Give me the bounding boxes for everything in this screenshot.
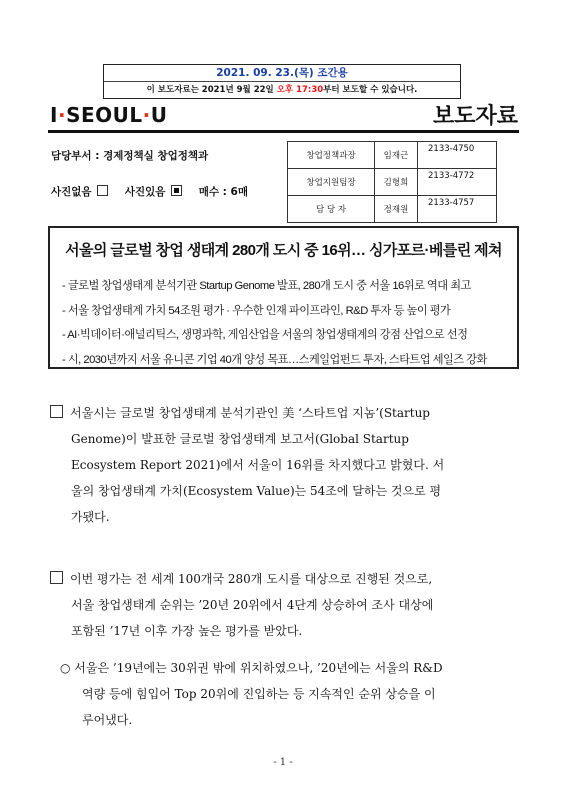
embargo-box <box>103 64 461 99</box>
embargo-notice-time: 오후 17:30 <box>276 85 324 95</box>
square-bullet-icon <box>50 571 63 584</box>
subheadline-list <box>62 274 487 372</box>
paragraph-line: Ecosystem Report 2021)에서 서울이 16위를 차지했다고 밝혔다. 서 <box>71 458 445 472</box>
header-divider <box>48 130 519 133</box>
embargo-date: 2021. 09. 23.(목) 조간용 <box>104 65 460 82</box>
subheadline: - 서울 창업생태계 가치 54조원 평가 · 우수한 인재 파이프라인, R&D 투자 등 높이 평가 <box>62 304 451 317</box>
body-paragraph-2 <box>50 566 520 644</box>
logo-part-seoul: SEOUL <box>66 103 143 127</box>
press-release-title: 보도자료 <box>432 103 518 128</box>
paragraph-text: 서울시는 글로벌 창업생태계 분석기관인 美 ‘스타트업 지놈’(Startup <box>70 406 430 420</box>
subheadline: - 시, 2030년까지 서울 유니콘 기업 40개 양성 목표…스케일업펀드 투자, 스타트업 세일즈 강화 <box>62 353 487 366</box>
contacts-table <box>287 141 497 223</box>
logo-part-u: U <box>150 103 168 127</box>
paragraph-line <box>50 400 520 426</box>
paragraph-line <box>50 566 520 592</box>
logo-part-i: I <box>50 103 58 127</box>
square-bullet-icon <box>50 405 63 418</box>
body-paragraph-3 <box>60 655 520 733</box>
contact-phone: 2133-4750 <box>418 142 497 169</box>
paragraph-line: 포함된 ’17년 이후 가장 높은 평가를 받았다. <box>71 624 303 638</box>
contact-role: 창업정책과장 <box>288 142 375 169</box>
logo-dot: · <box>142 103 151 127</box>
contact-name: 정재원 <box>375 196 418 223</box>
subheadline: - 글로벌 창업생태계 분석기관 Startup Genome 발표, 280개 도시 중 서울 16위로 역대 최고 <box>62 280 471 292</box>
photo-none-label: 사진없음 <box>51 186 92 198</box>
seoul-logo <box>50 103 167 127</box>
paragraph-line: 울의 창업생태계 가치(Ecosystem Value)는 54조에 달하는 것으로 평 <box>71 484 442 498</box>
paragraph-line: 역량 등에 힘입어 Top 20위에 진입하는 등 지속적인 순위 상승을 이 <box>82 687 436 701</box>
headline-box <box>48 226 519 369</box>
photo-yes-checkbox-icon <box>171 185 182 196</box>
paragraph-line: 루어냈다. <box>82 713 133 727</box>
contact-name: 김형희 <box>375 169 418 196</box>
paragraph-text: 이번 평가는 전 세계 100개국 280개 도시를 대상으로 진행된 것으로, <box>70 572 433 586</box>
photo-info <box>51 184 248 199</box>
paragraph-line: 가됐다. <box>71 510 110 524</box>
photo-yes-label: 사진있음 <box>124 186 166 198</box>
table-row <box>288 142 497 169</box>
paragraph-line: Genome)이 발표한 글로벌 창업생태계 보고서(Global Startup <box>71 432 409 446</box>
body-paragraph-1 <box>50 400 520 530</box>
contact-phone: 2133-4772 <box>418 169 497 196</box>
contact-role: 담 당 자 <box>288 196 375 223</box>
table-row <box>288 196 497 223</box>
logo-dot: · <box>57 103 67 127</box>
contact-phone: 2133-4757 <box>418 196 497 223</box>
contact-name: 임재근 <box>375 142 418 169</box>
paragraph-line: ○ 서울은 ’19년에는 30위권 밖에 위치하였으나, ’20년에는 서울의 R&D <box>60 661 443 675</box>
paragraph-line: 서울 창업생태계 순위는 ’20년 20위에서 4단계 상승하여 조사 대상에 <box>71 598 434 612</box>
photo-count: 매수 : 6매 <box>198 186 248 198</box>
embargo-notice <box>104 82 460 98</box>
embargo-notice-suffix: 부터 보도할 수 있습니다. <box>323 85 418 95</box>
subheadline: - AI·빅데이터·애널리틱스, 생명과학, 게임산업을 서울의 창업생태계의 강점 산업으로 선정 <box>62 329 468 341</box>
contact-role: 창업지원팀장 <box>288 169 375 196</box>
page-number: - 1 - <box>273 757 293 768</box>
photo-none-checkbox-icon <box>97 185 108 196</box>
headline: 서울의 글로벌 창업 생태계 280개 도시 중 16위… 싱가포르·베를린 제쳐 <box>65 242 502 259</box>
embargo-notice-prefix: 이 보도자료는 2021년 9월 22일 <box>146 85 277 95</box>
table-row <box>288 169 497 196</box>
department-line: 담당부서 : 경제정책실 창업정책과 <box>51 150 209 162</box>
